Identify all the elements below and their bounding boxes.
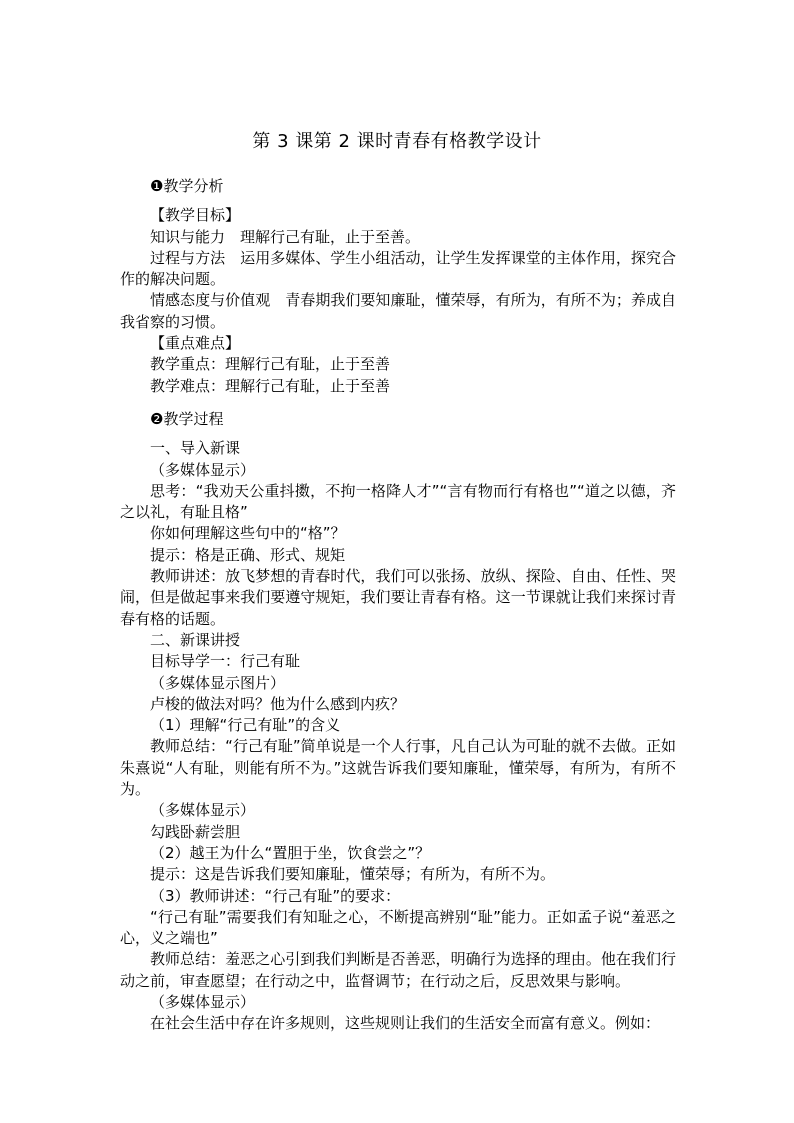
goal-attitude: 情感态度与价值观 青春期我们要知廉耻，懂荣辱，有所为，有所不为；养成自我省察的习惯。: [120, 291, 676, 331]
paragraph: （3）教师讲述：“行己有耻”的要求：: [150, 886, 401, 905]
paragraph: 提示：格是正确、形式、规矩: [150, 545, 346, 564]
document-title: 第 3 课第 2 课时青春有格教学设计: [252, 131, 542, 152]
paragraph: 在社会生活中存在许多规则，这些规则让我们的生活安全而富有意义。例如：: [150, 1014, 661, 1033]
paragraph: 二、新课讲授: [150, 630, 241, 649]
paragraph: （1）理解“行己有耻”的含义: [150, 716, 341, 735]
paragraph: 一、导入新课: [150, 439, 241, 458]
goal-process: 过程与方法 运用多媒体、学生小组活动，让学生发挥课堂的主体作用，探究合作的解决问题。: [120, 248, 676, 289]
paragraph: 教师总结：“行己有耻”简单说是一个人行事，凡自己认为可耻的就不去做。正如朱熹说“人有耻，则能有所不为。”这就告诉我们要知廉耻，懂荣辱，有所为，有所不为。: [120, 737, 676, 799]
paragraph: 目标导学一：行己有耻: [150, 652, 301, 671]
paragraph: （多媒体显示）: [150, 460, 256, 479]
paragraph: 思考：“我劝天公重抖擞，不拘一格降人才”“言有物而行有格也”“道之以德，齐之以礼，有耻且格”: [120, 481, 676, 522]
paragraph: （多媒体显示）: [150, 801, 256, 820]
paragraph: 勾践卧薪尝胆: [150, 822, 241, 841]
paragraph: 教师讲述：放飞梦想的青春时代，我们可以张扬、放纵、探险、自由、任性、哭闹，但是做起事来我们要遵守规矩，我们要让青春有格。这一节课就让我们来探讨青春有格的话题。: [120, 567, 676, 628]
key-header: 【重点难点】: [150, 334, 241, 353]
document-body: [120, 168, 676, 1035]
paragraph: （多媒体显示）: [150, 992, 256, 1011]
paragraph: 卢梭的做法对吗？他为什么感到内疚？: [150, 694, 406, 713]
paragraph: 你如何理解这些句中的“格”？: [150, 524, 346, 543]
paragraph: 提示：这是告诉我们要知廉耻，懂荣辱；有所为，有所不为。: [150, 865, 556, 884]
section-heading-analysis: ❶教学分析: [150, 177, 224, 195]
paragraph: （多媒体显示图片）: [150, 673, 286, 692]
goal-knowledge: 知识与能力 理解行己有耻，止于至善。: [150, 227, 421, 246]
difficult-point: 教学难点：理解行己有耻，止于至善: [150, 376, 391, 395]
goals-header: 【教学目标】: [150, 206, 241, 225]
key-point: 教学重点：理解行己有耻，止于至善: [150, 355, 391, 374]
paragraph: 教师总结：羞恶之心引到我们判断是否善恶，明确行为选择的理由。他在我们行动之前，审查愿望；在行动之中，监督调节；在行动之后，反思效果与影响。: [120, 950, 676, 990]
paragraph: （2）越王为什么“置胆于坐，饮食尝之”？: [150, 843, 431, 862]
section-heading-process: ❷教学过程: [150, 409, 224, 428]
paragraph: “行己有耻”需要我们有知耻之心，不断提高辨别“耻”能力。正如孟子说“羞恶之心，义之端也”: [120, 907, 676, 948]
